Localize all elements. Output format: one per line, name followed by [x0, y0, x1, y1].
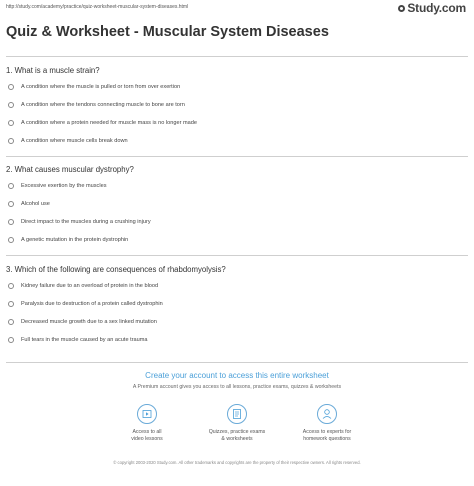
feature-label: video lessons	[131, 436, 163, 442]
question-2: 2. What causes muscular dystrophy?	[6, 165, 134, 174]
radio-icon[interactable]	[8, 102, 14, 108]
feature-label: & worksheets	[221, 436, 253, 442]
option-label: A condition where muscle cells break down	[21, 138, 128, 144]
q2-option-c[interactable]	[8, 219, 151, 225]
title-divider	[6, 56, 468, 57]
q2-option-a[interactable]	[8, 183, 107, 189]
feature-label: Access to all	[132, 429, 162, 435]
option-label: Decreased muscle growth due to a sex linked mutation	[21, 319, 157, 325]
option-label: Paralysis due to destruction of a protein called dystrophin	[21, 301, 163, 307]
expert-icon	[317, 404, 337, 424]
feature-quizzes	[187, 404, 287, 443]
q3-option-b[interactable]	[8, 301, 163, 307]
q1-option-b[interactable]	[8, 102, 185, 108]
option-label: A condition where the tendons connecting muscle to bone are torn	[21, 102, 185, 108]
option-label: Excessive exertion by the muscles	[21, 183, 107, 189]
q2-option-b[interactable]	[8, 201, 50, 207]
radio-icon[interactable]	[8, 84, 14, 90]
question-1: 1. What is a muscle strain?	[6, 66, 100, 75]
radio-icon[interactable]	[8, 201, 14, 207]
top-bar	[0, 0, 474, 14]
option-label: A genetic mutation in the protein dystrophin	[21, 237, 129, 243]
page-url: http://study.com/academy/practice/quiz-worksheet-muscular-system-diseases.html	[6, 4, 189, 10]
question-divider	[6, 156, 468, 157]
study-logo[interactable]	[398, 1, 466, 15]
play-icon	[137, 404, 157, 424]
feature-label: Access to experts for	[302, 429, 352, 435]
option-label: A condition where a protein needed for muscle mass is no longer made	[21, 120, 197, 126]
option-label: Alcohol use	[21, 201, 50, 207]
radio-icon[interactable]	[8, 301, 14, 307]
radio-icon[interactable]	[8, 120, 14, 126]
q3-option-a[interactable]	[8, 283, 158, 289]
radio-icon[interactable]	[8, 337, 14, 343]
question-3: 3. Which of the following are consequences of rhabdomyolysis?	[6, 265, 226, 274]
radio-icon[interactable]	[8, 283, 14, 289]
option-label: A condition where the muscle is pulled or torn from over exertion	[21, 84, 181, 90]
radio-icon[interactable]	[8, 183, 14, 189]
create-account-link[interactable]: Create your account to access this entire worksheet	[145, 371, 329, 380]
option-label: Direct impact to the muscles during a crushing injury	[21, 219, 151, 225]
feature-label: Quizzes, practice exams	[208, 429, 266, 435]
q2-option-d[interactable]	[8, 237, 128, 243]
copyright-notice: © copyright 2003-2020 Study.com. All other trademarks and copyrights are the property of their respective owners. All rights reserved.	[113, 460, 361, 465]
option-label: Kidney failure due to an overload of protein in the blood	[21, 283, 159, 289]
option-label: Full tears in the muscle caused by an acute trauma	[21, 337, 148, 343]
radio-icon[interactable]	[8, 319, 14, 325]
radio-icon[interactable]	[8, 219, 14, 225]
logo-mark-icon	[398, 5, 405, 12]
q1-option-a[interactable]	[8, 84, 180, 90]
q1-option-d[interactable]	[8, 138, 128, 144]
q1-option-c[interactable]	[8, 120, 197, 126]
checklist-icon	[227, 404, 247, 424]
q3-option-c[interactable]	[8, 319, 157, 325]
radio-icon[interactable]	[8, 138, 14, 144]
logo-text: Study.com	[407, 1, 466, 15]
cta-divider	[6, 362, 468, 363]
feature-label: homework questions	[303, 436, 351, 442]
radio-icon[interactable]	[8, 237, 14, 243]
q3-option-d[interactable]	[8, 337, 148, 343]
page-title: Quiz & Worksheet - Muscular System Diseases	[6, 24, 329, 40]
feature-experts	[277, 404, 377, 443]
premium-description: A Premium account gives you access to all lessons, practice exams, quizzes & worksheets	[132, 384, 342, 390]
question-divider	[6, 255, 468, 256]
feature-video-lessons	[97, 404, 197, 443]
